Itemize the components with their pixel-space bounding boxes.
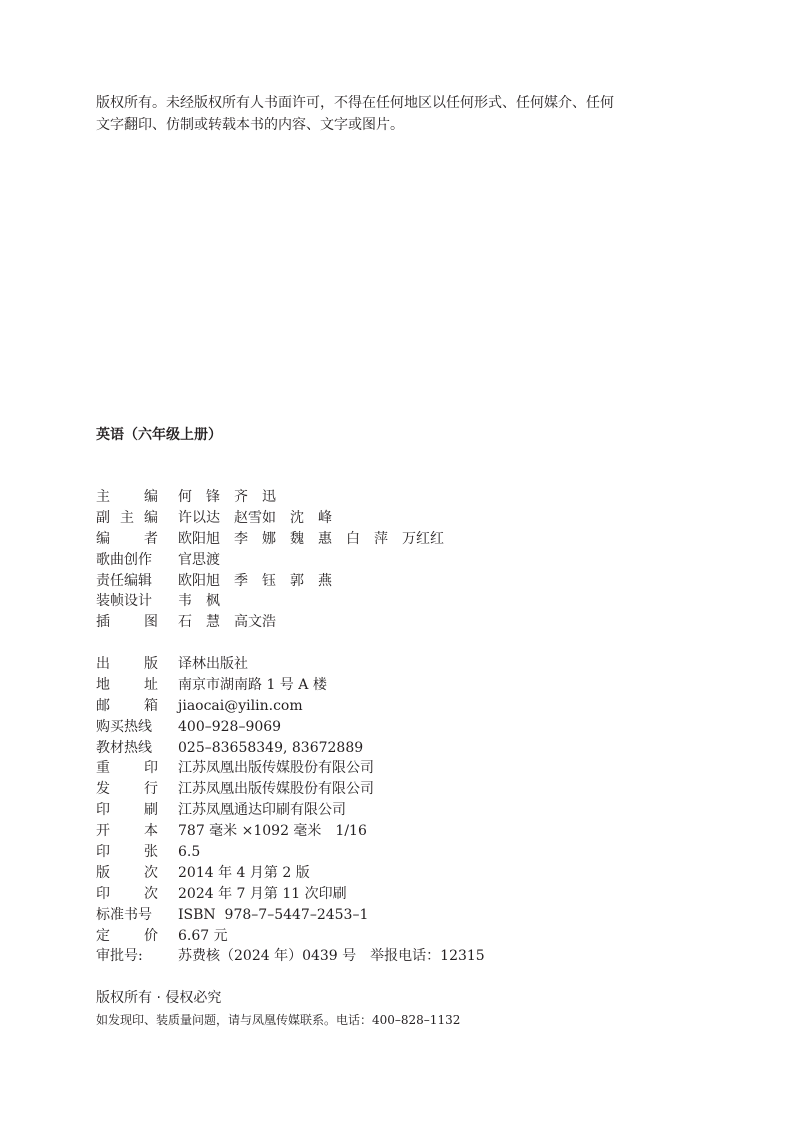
publication-label: 版 次	[96, 864, 158, 881]
publication-row	[96, 884, 485, 905]
publication-value: 025–83658349, 83672889	[178, 739, 364, 756]
copyright-notice-line-2: 文字翻印、仿制或转载本书的内容、文字或图片。	[96, 117, 404, 133]
publication-label: 印 刷	[96, 802, 158, 819]
publication-row	[96, 842, 485, 863]
credit-row	[96, 529, 444, 550]
credit-label: 歌曲创作	[96, 551, 152, 568]
publication-value: 江苏凤凰出版传媒股份有限公司	[178, 760, 374, 777]
credit-row	[96, 550, 444, 571]
publication-value: 苏费核（2024 年）0439 号 举报电话：12315	[178, 948, 485, 965]
publication-label: 重 印	[96, 760, 158, 777]
publication-value: 400–928–9069	[178, 718, 282, 735]
publication-row	[96, 800, 485, 821]
publication-label: 标准书号	[96, 906, 152, 923]
credit-label: 插 图	[96, 614, 158, 631]
publication-value: 译林出版社	[178, 656, 248, 672]
publication-value: 江苏凤凰出版传媒股份有限公司	[178, 781, 374, 798]
publication-row	[96, 863, 485, 884]
publication-row	[96, 696, 485, 717]
publication-label: 地 址	[96, 676, 158, 693]
publication-row	[96, 758, 485, 779]
credit-label: 主 编	[96, 489, 158, 505]
publication-row	[96, 717, 485, 738]
credit-value: 韦 枫	[178, 593, 220, 610]
credit-value: 何 锋 齐 迅	[178, 489, 276, 505]
credit-value: 欧阳旭 李 娜 魏 惠 白 萍 万红红	[178, 530, 444, 547]
book-title: 英语（六年级上册）	[96, 427, 222, 443]
publication-label: 出 版	[96, 656, 158, 672]
copyright-notice	[96, 92, 696, 136]
publication-value: 南京市湖南路 1 号 A 楼	[178, 676, 327, 693]
publication-label: 印 次	[96, 885, 158, 902]
credit-label: 装帧设计	[96, 593, 152, 610]
publication-label: 购买热线	[96, 718, 152, 735]
publication-label: 印 张	[96, 844, 158, 861]
credit-row	[96, 591, 444, 612]
publication-label: 教材热线	[96, 739, 152, 756]
credit-label: 责任编辑	[96, 572, 152, 589]
publication-label: 发 行	[96, 781, 158, 798]
publication-row	[96, 946, 485, 967]
credit-row	[96, 612, 444, 633]
publication-label: 定 价	[96, 927, 158, 944]
credit-value: 欧阳旭 季 钰 郭 燕	[178, 572, 332, 589]
publication-value: 6.5	[178, 844, 201, 861]
publication-value: ISBN 978–7–5447–2453–1	[178, 906, 369, 923]
publication-value: 江苏凤凰通达印刷有限公司	[178, 802, 346, 819]
publication-row	[96, 779, 485, 800]
credit-row	[96, 508, 444, 529]
publication-value: jiaocai@yilin.com	[178, 697, 303, 714]
credit-label: 编 者	[96, 530, 158, 547]
publication-value: 787 毫米 ×1092 毫米 1/16	[178, 823, 367, 840]
copyright-footer-title: 版权所有 · 侵权必究	[96, 990, 222, 1006]
copyright-notice-line-1: 版权所有。未经版权所有人书面许可，不得在任何地区以任何形式、任何媒介、任何	[96, 95, 614, 111]
publication-value: 2014 年 4 月第 2 版	[178, 864, 310, 881]
publication-row	[96, 675, 485, 696]
credits-list	[96, 487, 444, 633]
publication-value: 6.67 元	[178, 927, 228, 944]
publication-row	[96, 926, 485, 947]
credit-value: 石 慧 高文浩	[178, 614, 276, 631]
publication-row	[96, 654, 485, 675]
quality-contact-note: 如发现印、装质量问题，请与凤凰传媒联系。电话：400–828–1132	[96, 1013, 461, 1027]
publication-info-list	[96, 654, 485, 967]
credit-value: 官思渡	[178, 551, 220, 568]
publication-label: 开 本	[96, 823, 158, 840]
publication-value: 2024 年 7 月第 11 次印刷	[178, 885, 347, 902]
publication-row	[96, 821, 485, 842]
credit-value: 许以达 赵雪如 沈 峰	[178, 509, 332, 526]
publication-label: 审批号:	[96, 948, 143, 965]
credit-row	[96, 487, 444, 508]
publication-label: 邮 箱	[96, 697, 158, 714]
credit-row	[96, 571, 444, 592]
publication-row	[96, 738, 485, 759]
credit-label: 副 主 编	[96, 509, 158, 526]
publication-row	[96, 905, 485, 926]
